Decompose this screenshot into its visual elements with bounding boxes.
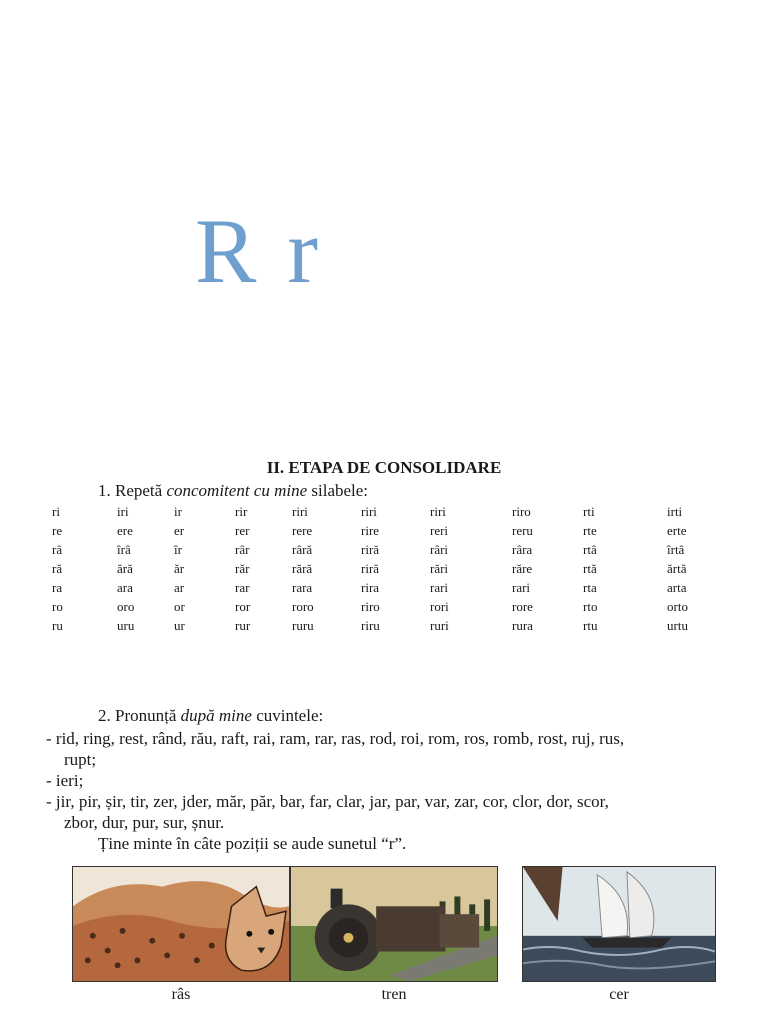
letter-title: R r — [195, 200, 322, 302]
syllable-cell: rori — [430, 599, 449, 614]
syllable-cell: ră — [52, 561, 63, 576]
syllable-row — [0, 504, 768, 523]
syllable-cell: riru — [361, 618, 380, 633]
syllable-cell: ror — [235, 599, 251, 614]
syllable-cell: ruri — [430, 618, 449, 633]
syllable-cell: irti — [667, 504, 683, 519]
syllable-cell: ărtă — [667, 561, 687, 576]
syllable-row — [0, 561, 768, 580]
word-list-3-continued: zbor, dur, pur, sur, șnur. — [64, 813, 225, 832]
syllable-cell: rire — [361, 523, 380, 538]
syllable-cell: răr — [235, 561, 250, 576]
word-list-1: - rid, ring, rest, rând, rău, raft, rai, ram, rar, ras, rod, roi, rom, ros, romb, rost, ruj, rus, — [46, 729, 625, 748]
remember-note: Ține minte în câte poziții se aude sunetul “r”. — [98, 834, 407, 853]
train-caption: tren — [381, 986, 407, 1003]
section-heading-text: II. ETAPA DE CONSOLIDARE — [266, 458, 502, 477]
syllable-cell: rte — [583, 523, 597, 538]
exercise1-prefix: Repetă — [115, 481, 163, 500]
syllable-cell: arta — [667, 580, 687, 595]
syllable-cell: rur — [235, 618, 251, 633]
syllable-row — [0, 618, 768, 637]
exercise1-italic: concomitent cu mine — [166, 481, 308, 500]
exercise2-number: 2. — [98, 706, 111, 725]
syllable-cell: or — [174, 599, 185, 614]
syllable-cell: ara — [117, 580, 133, 595]
syllable-row — [0, 542, 768, 561]
exercise2-italic: după mine — [180, 706, 252, 725]
exercise2-instruction — [98, 706, 323, 726]
exercise1-number: 1. — [98, 481, 111, 500]
syllable-cell: riri — [430, 504, 446, 519]
syllable-cell: rtă — [583, 561, 597, 576]
syllable-cell: rura — [512, 618, 533, 633]
syllable-table — [0, 504, 768, 637]
exercise2-suffix: cuvintele: — [256, 706, 324, 725]
syllable-cell: ri — [52, 504, 60, 519]
word-list-2: - ieri; — [46, 771, 84, 790]
syllable-cell: rări — [430, 561, 449, 576]
syllable-cell: râră — [292, 542, 313, 557]
train-picture — [290, 866, 498, 982]
syllable-cell: riră — [361, 542, 380, 557]
syllable-cell: rti — [583, 504, 595, 519]
syllable-cell: îrâ — [117, 542, 131, 557]
exercise1-instruction — [98, 481, 368, 501]
syllable-cell: rari — [430, 580, 449, 595]
syllable-row — [0, 580, 768, 599]
syllable-cell: rtu — [583, 618, 598, 633]
syllable-cell: ăr — [174, 561, 185, 576]
syllable-cell: erte — [667, 523, 687, 538]
syllable-cell: roro — [292, 599, 314, 614]
syllable-row — [0, 523, 768, 542]
syllable-cell: rără — [292, 561, 313, 576]
syllable-cell: rtâ — [583, 542, 597, 557]
syllable-cell: reri — [430, 523, 449, 538]
syllable-cell: ără — [117, 561, 133, 576]
word-list-1-continued: rupt; — [64, 750, 97, 769]
syllable-cell: riro — [512, 504, 531, 519]
syllable-cell: riri — [361, 504, 377, 519]
sailboat-picture — [522, 866, 716, 982]
syllable-cell: rto — [583, 599, 598, 614]
syllable-cell: ir — [174, 504, 182, 519]
syllable-cell: ru — [52, 618, 63, 633]
syllable-cell: uru — [117, 618, 135, 633]
syllable-cell: riră — [361, 561, 380, 576]
syllable-cell: râri — [430, 542, 449, 557]
syllable-cell: ar — [174, 580, 185, 595]
syllable-cell: rira — [361, 580, 380, 595]
syllable-cell: rara — [292, 580, 313, 595]
syllable-row — [0, 599, 768, 618]
exercise1-suffix: silabele: — [311, 481, 369, 500]
syllable-cell: ur — [174, 618, 185, 633]
exercise2-prefix: Pronunță — [115, 706, 177, 725]
syllable-cell: rer — [235, 523, 250, 538]
syllable-cell: îr — [174, 542, 182, 557]
syllable-cell: oro — [117, 599, 135, 614]
lynx-picture — [72, 866, 290, 982]
word-list-3: - jir, pir, șir, tir, zer, jder, măr, păr, bar, far, clar, jar, par, var, zar, cor, clor, dor, scor, — [46, 792, 609, 811]
syllable-cell: rere — [292, 523, 313, 538]
syllable-cell: râr — [235, 542, 250, 557]
syllable-cell: reru — [512, 523, 533, 538]
syllable-cell: rore — [512, 599, 533, 614]
section-heading — [0, 458, 768, 478]
syllable-cell: rta — [583, 580, 597, 595]
syllable-cell: orto — [667, 599, 688, 614]
syllable-cell: rar — [235, 580, 250, 595]
syllable-cell: ruru — [292, 618, 314, 633]
syllable-cell: râra — [512, 542, 533, 557]
sailboat-caption: cer — [609, 986, 629, 1003]
syllable-cell: râ — [52, 542, 63, 557]
syllable-cell: er — [174, 523, 185, 538]
syllable-cell: îrtâ — [667, 542, 685, 557]
syllable-cell: iri — [117, 504, 129, 519]
syllable-cell: riro — [361, 599, 380, 614]
syllable-cell: urtu — [667, 618, 688, 633]
syllable-cell: rir — [235, 504, 248, 519]
syllable-cell: ra — [52, 580, 63, 595]
syllable-cell: răre — [512, 561, 533, 576]
syllable-cell: riri — [292, 504, 308, 519]
syllable-cell: ere — [117, 523, 133, 538]
lynx-caption: râs — [171, 986, 191, 1003]
syllable-cell: ro — [52, 599, 63, 614]
syllable-cell: rari — [512, 580, 531, 595]
syllable-cell: re — [52, 523, 63, 538]
